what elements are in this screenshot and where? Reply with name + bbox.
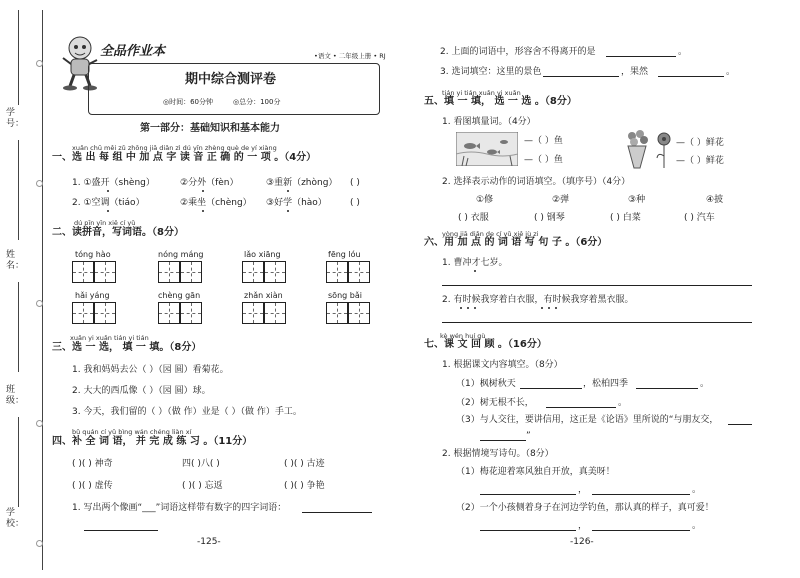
q1-row1-c: ③重新（zhòng） <box>266 178 338 188</box>
q5-sub1: 1. 看图填量词。（4分） <box>442 117 536 127</box>
answer-line[interactable] <box>480 530 576 531</box>
q7-pinyin: kè wén huí gù <box>440 332 486 340</box>
answer-line[interactable] <box>546 407 616 408</box>
margin-strip <box>0 0 48 578</box>
binder-hole <box>36 300 43 307</box>
page-title: 期中综合测评卷 <box>185 72 277 87</box>
binder-hole <box>36 420 43 427</box>
answer-line[interactable] <box>543 76 619 77</box>
part1-title: 第一部分：基础知识和基本能力 <box>140 123 280 134</box>
q5-fish-2[interactable]: —（ ）鱼 <box>524 155 563 165</box>
q3-item-3[interactable]: 3. 今天，我们留的（ ）（做 作）业是（ ）（做 作）手工。 <box>72 407 302 417</box>
q5-fill-4[interactable]: ( ) 汽车 <box>684 213 715 223</box>
answer-line[interactable] <box>592 494 690 495</box>
exam-time: ◎时间：60分钟 <box>163 98 214 106</box>
q2-pinyin: dú pīn yīn xiě cí yǔ <box>74 219 136 227</box>
answer-line[interactable] <box>592 530 690 531</box>
q2-word-4: fēng lóu <box>328 250 361 259</box>
single-flower-picture <box>654 132 674 168</box>
q4-title: 四、补 全 词 语， 并 完 成 练 习 。（11分） <box>52 436 253 447</box>
page-number-right: -126- <box>570 537 594 547</box>
q2-word-2: nóng máng <box>158 250 204 259</box>
q3-pinyin: xuǎn yi xuǎn tián yi tián <box>70 334 149 342</box>
answer-line[interactable] <box>636 388 698 389</box>
brand-logo-text: 全品作业本 <box>100 44 166 59</box>
answer-line[interactable] <box>84 530 158 531</box>
q2-word-1: tóng hào <box>75 250 111 259</box>
writing-box[interactable] <box>326 261 348 283</box>
q4-row1-b[interactable]: 四( )八( ) <box>182 459 220 469</box>
q5-option-3: ③种 <box>628 195 646 205</box>
q1-row1-b: ②分外（fèn） <box>180 178 239 188</box>
q4-row2-c[interactable]: ( )( ) 争艳 <box>284 481 325 491</box>
q5-option-4: ④披 <box>706 195 724 205</box>
q3-item-2[interactable]: 2. 大大的西瓜像（ ）（园 圆）球。 <box>72 386 211 396</box>
period: 。 <box>700 379 710 389</box>
q2-title: 二、读拼音，写词语。（8分） <box>52 227 184 238</box>
q1-row2-c: ③好学（hào） <box>266 198 327 208</box>
q4-pinyin: bǔ quán cí yǔ bìng wán chéng liàn xí <box>72 428 192 436</box>
period: 。 <box>692 485 702 495</box>
writing-box[interactable] <box>158 261 180 283</box>
writing-box[interactable] <box>242 261 264 283</box>
q5-fish-1[interactable]: —（ ）鱼 <box>524 136 563 146</box>
writing-box[interactable] <box>326 302 348 324</box>
fish-pond-picture <box>456 132 518 166</box>
right-top-q3b: ，果然 <box>621 67 649 77</box>
page-number-left: -125- <box>197 537 221 547</box>
q6-title: 六、用 加 点 的 词 语 写 句 子 。（6分） <box>424 237 608 248</box>
q4-row1-c[interactable]: ( )( ) 古迹 <box>284 459 325 469</box>
writing-box[interactable] <box>94 261 116 283</box>
writing-box[interactable] <box>180 261 202 283</box>
writing-box[interactable] <box>180 302 202 324</box>
q2-word-8: sōng bǎi <box>328 291 362 300</box>
right-top-q3: 3. 选词填空：这里的景色 <box>440 67 542 77</box>
q1-row2-a: 2. ①空调（tiáo） <box>72 198 145 208</box>
q7-line1b: ，松柏四季 <box>583 379 629 389</box>
q1-row2-answer[interactable]: ( ) <box>350 198 360 208</box>
writing-box[interactable] <box>348 302 370 324</box>
margin-label-name: 姓名： <box>6 250 25 271</box>
q4-row1-a[interactable]: ( )( ) 神奇 <box>72 459 113 469</box>
answer-line[interactable] <box>658 76 724 77</box>
q5-pinyin: tián yi tián xuǎn yi xuǎn <box>442 89 521 97</box>
q5-fill-1[interactable]: ( ) 衣服 <box>458 213 489 223</box>
writing-box[interactable] <box>264 261 286 283</box>
q5-option-1: ①修 <box>476 195 494 205</box>
q7-line2: （2）树无根不长， <box>456 398 534 408</box>
period: 。 <box>726 67 736 77</box>
q5-fill-3[interactable]: ( ) 白菜 <box>610 213 641 223</box>
q6-pinyin: yòng jiā diǎn de cí yǔ xiě jù zi <box>442 230 539 238</box>
binder-hole <box>36 60 43 67</box>
writing-box[interactable] <box>242 302 264 324</box>
binder-hole <box>36 540 43 547</box>
q7-line3-close: ” <box>526 431 531 441</box>
margin-border <box>42 10 43 570</box>
q7-line1a: （1）枫树秋天 <box>456 379 516 389</box>
q3-item-1[interactable]: 1. 我和妈妈去公（ ）（园 圆）看菊花。 <box>72 365 229 375</box>
q7-line4: （1）梅花迎着寒风独自开放，真美呀！ <box>456 467 615 477</box>
q2-word-3: lǎo xiāng <box>244 250 281 259</box>
q5-flower-1[interactable]: —（ ）鲜花 <box>676 138 724 148</box>
writing-box[interactable] <box>94 302 116 324</box>
q7-sub2: 2. 根据情境写诗句。（8分） <box>442 449 554 459</box>
q1-pinyin: xuǎn chū měi zǔ zhōng jiā diǎn zì dú yīn zhèng què de yí xiàng <box>72 144 277 152</box>
writing-box[interactable] <box>264 302 286 324</box>
answer-line[interactable] <box>480 494 576 495</box>
writing-box[interactable] <box>72 302 94 324</box>
q7-line5: （2）一个小孩侧着身子在河边学钓鱼，那认真的样子，真可爱！ <box>456 503 714 513</box>
q4-row2-a[interactable]: ( )( ) 虚传 <box>72 481 113 491</box>
answer-line[interactable] <box>442 285 752 286</box>
margin-label-school: 学校： <box>6 508 25 529</box>
q3-title: 三、选 一 选， 填 一 填。（8分） <box>52 342 202 353</box>
comma: ， <box>578 521 588 531</box>
flower-bouquet-picture <box>622 128 652 170</box>
right-top-q2: 2. 上面的词语中，形容舍不得离开的是 <box>440 47 596 57</box>
q5-option-2: ②弹 <box>552 195 570 205</box>
q5-fill-2[interactable]: ( ) 钢琴 <box>534 213 565 223</box>
q6-sentence-1: 1. 曹冲才七岁。 <box>442 258 508 268</box>
q1-row1-answer[interactable]: ( ) <box>350 178 360 188</box>
answer-line[interactable] <box>442 322 752 323</box>
binder-hole <box>36 180 43 187</box>
exam-total: ◎总分：100分 <box>233 98 281 106</box>
q1-row1-a: 1. ①盛开（shèng） <box>72 178 155 188</box>
q7-line3: （3）与人交往，要讲信用，这正是《论语》里所说的“与朋友交， <box>456 415 719 425</box>
writing-box[interactable] <box>158 302 180 324</box>
q2-word-6: chèng gān <box>158 291 201 300</box>
q1-title: 一、选 出 每 组 中 加 点 字 读 音 正 确 的 一 项 。（4分） <box>52 152 317 163</box>
answer-line[interactable] <box>520 388 582 389</box>
q5-title: 五、填 一 填， 选 一 选 。（8分） <box>424 96 577 107</box>
q7-sub1: 1. 根据课文内容填空。（8分） <box>442 360 563 370</box>
q2-word-7: zhǎn xiàn <box>244 291 283 300</box>
q2-word-5: hǎi yáng <box>75 291 110 300</box>
writing-box[interactable] <box>72 261 94 283</box>
writing-box[interactable] <box>348 261 370 283</box>
answer-line[interactable] <box>302 512 372 513</box>
q5-sub2: 2. 选择表示动作的词语填空。（填序号）（4分） <box>442 177 631 187</box>
q1-row2-b: ②乘坐（chèng） <box>180 198 252 208</box>
subject-tag: •语文 • 二年级上册 • RJ <box>314 52 386 60</box>
q4-sub1: 1. 写出两个像画“___”词语这样带有数字的四字词语： <box>72 503 287 513</box>
period: 。 <box>678 47 688 57</box>
period: 。 <box>692 521 702 531</box>
comma: ， <box>578 485 588 495</box>
q7-title: 七、课 文 回 顾 。（16分） <box>424 339 547 350</box>
margin-label-class: 班级： <box>6 385 25 406</box>
answer-line[interactable] <box>480 440 526 441</box>
margin-label-student-no: 学号： <box>6 108 25 129</box>
period: 。 <box>618 398 628 408</box>
q6-sentence-2: 2. 有时候我穿着白衣服，有时候我穿着黑衣服。 <box>442 295 634 305</box>
answer-line[interactable] <box>728 424 752 425</box>
answer-line[interactable] <box>606 56 676 57</box>
q4-row2-b[interactable]: ( )( ) 忘返 <box>182 481 223 491</box>
q5-flower-2[interactable]: —（ ）鲜花 <box>676 156 724 166</box>
